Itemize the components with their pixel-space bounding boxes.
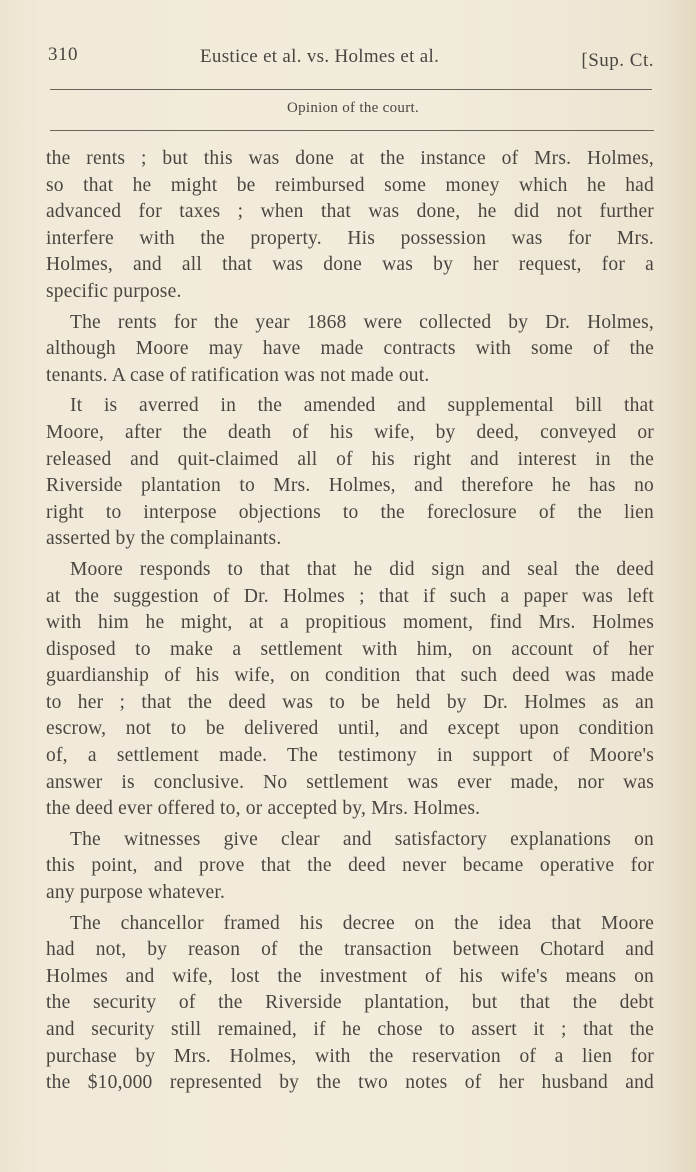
text-line: Moore, after the death of his wife, by deed, conveyed or <box>46 421 654 443</box>
paragraph <box>46 911 654 1097</box>
text-line: released and quit-claimed all of his right and interest in the <box>46 448 654 470</box>
opinion-text <box>46 146 654 1097</box>
text-line: Riverside plantation to Mrs. Holmes, and therefore he has no <box>46 475 654 497</box>
text-line: It is averred in the amended and supplemental bill that <box>70 395 654 417</box>
text-line: and security still remained, if he chose to assert it ; that the <box>46 1019 654 1040</box>
text-line: although Moore may have made contracts with some of the <box>46 338 654 360</box>
section-subheading: Opinion of the court. <box>286 100 420 116</box>
running-title: Eustice et al. vs. Holmes et al. <box>200 46 440 67</box>
text-line: the deed ever offered to, or accepted by, Mrs. Holmes. <box>46 798 481 820</box>
paragraph <box>46 310 654 390</box>
paragraph <box>46 146 654 306</box>
text-line: the rents ; but this was done at the instance of Mrs. Holmes, <box>46 148 654 169</box>
text-line: guardianship of his wife, on condition that such deed was made <box>46 665 654 687</box>
header-rule-bottom <box>50 130 654 131</box>
text-line: purchase by Mrs. Holmes, with the reservation of a lien for <box>46 1045 654 1067</box>
text-line: The witnesses give clear and satisfactory explanations on <box>70 828 654 850</box>
page-number: 310 <box>48 44 78 65</box>
text-line: disposed to make a settlement with him, on account of her <box>46 638 654 660</box>
text-line: Moore responds to that that he did sign and seal the deed <box>70 558 654 580</box>
text-line: to her ; that the deed was to be held by Dr. Holmes as an <box>46 691 654 713</box>
text-line: answer is conclusive. No settlement was ever made, nor was <box>46 771 654 793</box>
text-line: Holmes and wife, lost the investment of his wife's means on <box>46 965 654 987</box>
header-rule-top <box>50 89 652 90</box>
text-line: any purpose whatever. <box>46 882 226 904</box>
text-line: of, a settlement made. The testimony in support of Moore's <box>46 745 654 767</box>
text-line: Holmes, and all that was done was by her request, for a <box>46 254 654 276</box>
text-line: advanced for taxes ; when that was done, he did not further <box>46 201 654 223</box>
text-line: tenants. A case of ratification was not made out. <box>46 364 430 386</box>
text-line: this point, and prove that the deed never became operative for <box>46 855 654 877</box>
text-line: asserted by the complainants. <box>46 528 282 550</box>
text-line: right to interpose objections to the foreclosure of the lien <box>46 501 654 523</box>
text-line: had not, by reason of the transaction between Chotard and <box>46 939 654 961</box>
page-header <box>48 42 658 82</box>
paragraph <box>46 557 654 823</box>
text-line: specific purpose. <box>46 280 182 302</box>
text-line: at the suggestion of Dr. Holmes ; that if such a paper was left <box>46 585 654 607</box>
text-line: The rents for the year 1868 were collected by Dr. Holmes, <box>70 311 654 333</box>
text-line: escrow, not to be delivered until, and except upon condition <box>46 718 654 740</box>
paragraph <box>46 827 654 907</box>
text-line: The chancellor framed his decree on the idea that Moore <box>70 912 654 934</box>
text-line: with him he might, at a propitious moment, find Mrs. Holmes <box>46 612 654 634</box>
court-reference: [Sup. Ct. <box>581 50 654 71</box>
paragraph <box>46 393 654 553</box>
text-line: interfere with the property. His possession was for Mrs. <box>46 227 654 249</box>
text-line: the $10,000 represented by the two notes of her husband and <box>46 1072 654 1094</box>
text-line: so that he might be reimbursed some money which he had <box>46 174 654 196</box>
text-line: the security of the Riverside plantation, but that the debt <box>46 992 654 1014</box>
